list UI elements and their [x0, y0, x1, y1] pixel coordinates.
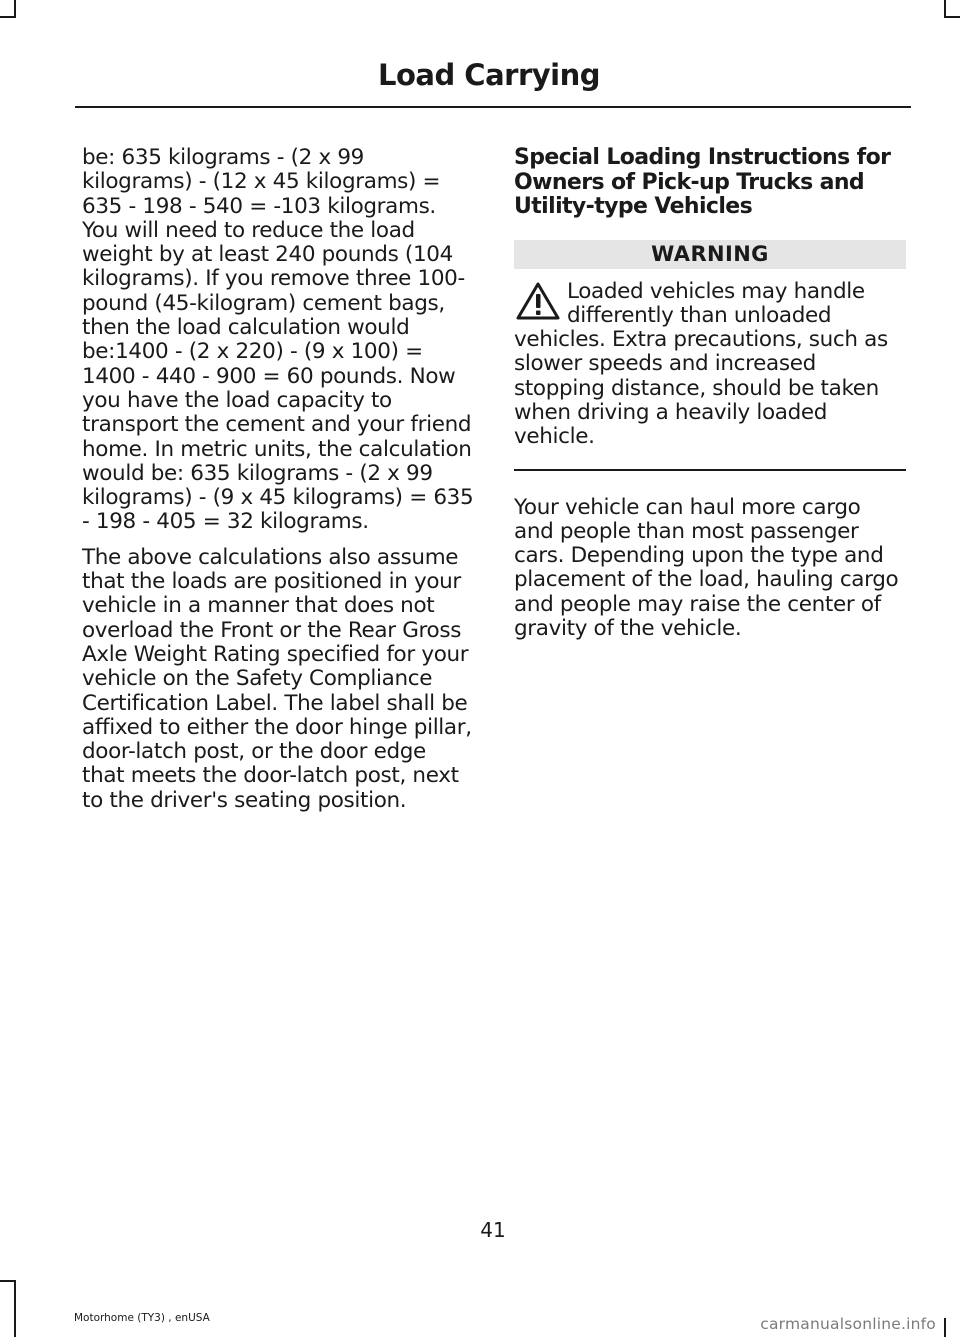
crop-mark [14, 1280, 16, 1337]
sub-heading: Special Loading Instructions for Owners of Pick-up Trucks and Utility-type Vehicles [514, 145, 891, 219]
warning-banner [514, 240, 906, 269]
warning-box [514, 280, 906, 450]
crop-mark [944, 0, 946, 16]
body-paragraph: be: 635 kilograms - (2 x 99 kilograms) - (12 x 45 kilograms) = 635 - 198 - 540 = -103 kilograms. You will need to reduce the load weight by at least 240 pounds (104 kilograms). If you remove three 100-pound (45-kilogram) cement bags, then the load calculation would be:1400 - (2 x 220) - (9 x 100) = 1400 - 440 - 900 = 60 pounds. Now you have the load capacity to transport the cement and your friend home. In metric units, the calculation would be: 635 kilograms - (2 x 99 kilograms) - (9 x 45 kilograms) = 635 - 198 - 405 = 32 kilograms. [82, 145, 474, 535]
crop-mark [944, 16, 960, 18]
warning-rule [514, 469, 906, 471]
crop-mark [14, 0, 16, 16]
crop-mark [0, 16, 16, 18]
watermark: carmanualsonline.info [760, 1315, 936, 1333]
right-column [514, 146, 906, 652]
section-title: Load Carrying [377, 58, 600, 92]
crop-mark [0, 1280, 16, 1282]
page-number: 41 [480, 1218, 506, 1242]
header-rule [75, 106, 911, 108]
left-column [82, 146, 474, 824]
warning-title: WARNING [651, 242, 769, 266]
warning-text: Loaded vehicles may handle differently than unloaded vehicles. Extra precautions, such as slower speeds and increased stopping distance, should be taken when driving a heavily loaded vehicle. [514, 278, 888, 450]
body-paragraph: Your vehicle can haul more cargo and people than most passenger cars. Depending upon the type and placement of the load, hauling cargo and people may raise the center of gravity of the vehicle. [514, 494, 899, 642]
crop-mark [944, 1318, 946, 1337]
publication-label: Motorhome (TY3) , enUSA [74, 1312, 210, 1324]
body-paragraph: The above calculations also assume that the loads are positioned in your vehicle in a manner that does not overload the Front or the Rear Gross Axle Weight Rating specified for your vehicle on the Safety Compliance Certification Label. The label shall be affixed to either the door hinge pillar, door-latch post, or the door edge that meets the door-latch post, next to the driver's seating position. [82, 544, 472, 813]
warning-triangle-icon [514, 280, 562, 324]
